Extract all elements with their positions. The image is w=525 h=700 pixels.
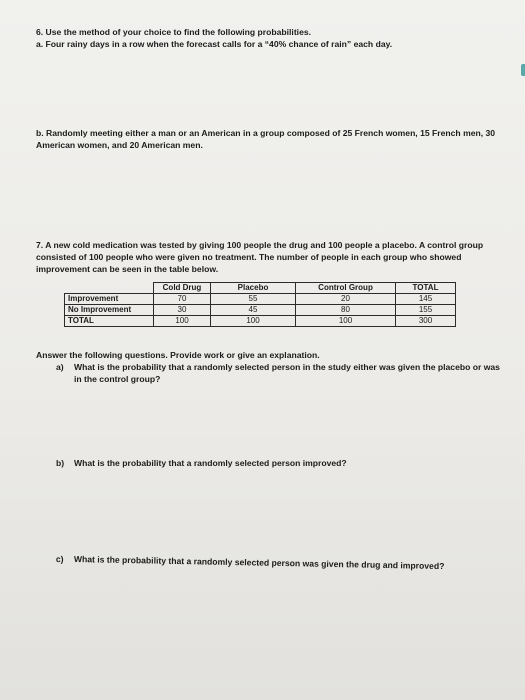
q7-b-label: b) [56,458,65,468]
q7-a-line1: What is the probability that a randomly selected person in the study either was given the placebo or was [74,362,500,372]
results-table [64,282,456,327]
table-row [65,294,456,305]
table-row-label: Improvement [65,294,154,305]
table-cell: 45 [211,305,296,316]
table-cell: 100 [154,316,211,327]
q7-line3: improvement can be seen in the table below. [36,264,219,274]
q7-line2: consisted of 100 people who were given no treatment. The number of people in each group who showed [36,252,462,262]
table-cell: 30 [154,305,211,316]
table-cell: 20 [296,294,396,305]
table-header-blank [65,283,154,294]
q7-c-question: What is the probability that a randomly selected person was given the drug and improved? [73,554,445,572]
table-row [65,316,456,327]
table-header-cell: Cold Drug [154,283,211,294]
table-header-cell: TOTAL [396,283,456,294]
table-row-label: TOTAL [65,316,154,327]
q6-part-a: a. Four rainy days in a row when the forecast calls for a “40% chance of rain” each day. [36,39,393,49]
table-row-label: No Improvement [65,305,154,316]
q7-line1: 7. A new cold medication was tested by giving 100 people the drug and 100 people a placebo. A control group [36,240,484,250]
table-cell: 55 [211,294,296,305]
table-header-cell: Placebo [211,283,296,294]
q6-part-b-line2: American women, and 20 American men. [36,140,203,150]
table-cell: 155 [396,305,456,316]
table-cell: 145 [396,294,456,305]
table-row [65,305,456,316]
table-cell: 300 [396,316,456,327]
page-edge-tab [521,64,525,76]
q7-instructions: Answer the following questions. Provide work or give an explanation. [36,350,320,360]
q7-b-question: What is the probability that a randomly selected person improved? [74,458,347,468]
table-header-row [65,283,456,294]
q6-part-b-line1: b. Randomly meeting either a man or an American in a group composed of 25 French women, 15 French men, 30 [36,128,496,138]
q7-a-label: a) [56,362,64,372]
table-cell: 70 [154,294,211,305]
table-cell: 80 [296,305,396,316]
table-cell: 100 [211,316,296,327]
q7-a-line2: in the control group? [74,374,161,384]
table-header-cell: Control Group [296,283,396,294]
q7-c-label: c) [55,554,64,565]
table-cell: 100 [296,316,396,327]
q6-title: 6. Use the method of your choice to find the following probabilities. [36,27,312,37]
